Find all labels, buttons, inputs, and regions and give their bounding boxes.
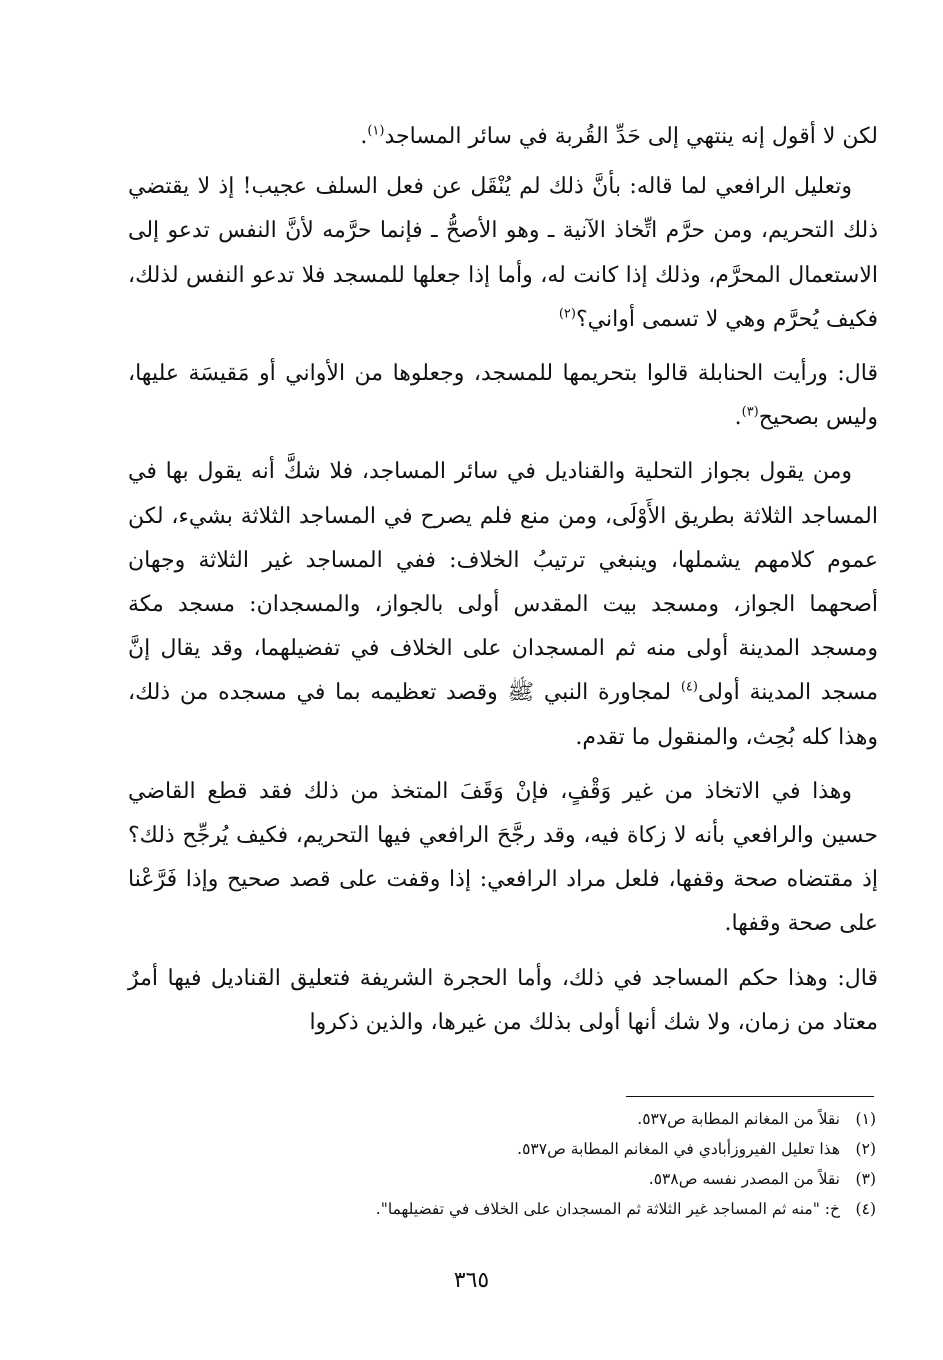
paragraph-3-text: قال: ورأيت الحنابلة قالوا بتحريمها للمسجد، وجعلوها من الأواني أو مَقيسَة عليها، وليس بصحيح <box>128 361 878 431</box>
footnote-text: نقلاً من المغانم المطابة ص٥٣٧. <box>637 1110 840 1128</box>
paragraph-5-text: وهذا في الاتخاذ من غير وَقْفٍ، فإنْ وَقَفَ المتخذ من ذلك فقد قطع القاضي حسين والرافعي بأنه لا زكاة فيه، وقد رجَّحَ الرافعي فيها التحريم، فكيف يُرجِّح ذلك؟ إذ مقتضاه صحة وقفها، فلعل مراد الرافعي: إذا وقفت على قصد صحيح وإذا فَرَّعْنا على صحة وقفها. <box>128 778 878 937</box>
paragraph-6-text: قال: وهذا حكم المساجد في ذلك، وأما الحجرة الشريفة فتعليق القناديل فيها أمرٌ معتاد من زمان، ولا شك أنها أولى بذلك من غيرها، والذين ذكروا <box>128 965 878 1035</box>
footnote-text: خ: "منه ثم المساجد غير الثلاثة ثم المسجدان على الخلاف في تفضيلهما". <box>375 1200 840 1218</box>
paragraph-5 <box>128 770 878 947</box>
footnote-separator <box>626 1096 874 1097</box>
paragraph-2 <box>128 165 878 342</box>
footnote-3 <box>300 1164 876 1194</box>
footnote-4 <box>300 1194 876 1224</box>
footnote-number: (١) <box>855 1110 876 1128</box>
footnote-number: (٢) <box>855 1140 876 1158</box>
paragraph-3 <box>128 352 878 440</box>
footnote-1 <box>300 1104 876 1134</box>
paragraph-4-text-a: ومن يقول بجواز التحلية والقناديل في سائر المساجد، فلا شكَّ أنه يقول بها في المساجد الثلاثة بطريق الأَوْلَى، ومن منع فلم يصرح في المساجد الثلاثة بشيء، لكن عموم كلامهم يشملها، وينبغي ترتيبُ الخلاف: ففي المساجد غير الثلاثة وجهان أصحهما الجواز، ومسجد بيت المقدس أولى بالجواز، والمسجدان: مسجد مكة ومسجد المدينة أولى منه ثم المسجدان على الخلاف في تفضيلهما، وقد يقال إنَّ مسجد المدينة أولى <box>128 459 878 706</box>
paragraph-6 <box>128 957 878 1045</box>
main-text <box>128 115 878 1055</box>
footnote-number: (٤) <box>855 1200 876 1218</box>
paragraph-1-text: لكن لا أقول إنه ينتهي إلى حَدِّ القُربة في سائر المساجد <box>384 124 878 149</box>
paragraph-1 <box>128 115 878 159</box>
footnote-ref-1[interactable]: (١) <box>367 123 385 139</box>
footnote-text: نقلاً من المصدر نفسه ص٥٣٨. <box>648 1170 840 1188</box>
footnotes <box>300 1104 876 1224</box>
footnote-number: (٣) <box>855 1170 876 1188</box>
footnote-text: هذا تعليل الفيروزأبادي في المغانم المطابة ص٥٣٧. <box>517 1140 840 1158</box>
footnote-ref-4[interactable]: (٤) <box>680 680 698 696</box>
footnote-ref-2[interactable]: (٢) <box>558 306 576 322</box>
footnote-ref-3[interactable]: (٣) <box>741 404 759 420</box>
paragraph-4 <box>128 450 878 759</box>
paragraph-3-end: . <box>734 405 742 431</box>
footnote-2 <box>300 1134 876 1164</box>
paragraph-1-end: . <box>360 124 368 149</box>
paragraph-2-text: وتعليل الرافعي لما قاله: بأنَّ ذلك لم يُنْقَل عن فعل السلف عجيب! إذ لا يقتضي ذلك التحريم، ومن حرَّم اتِّخاذ الآنية ـ وهو الأصحُّ ـ فإنما حرَّمه لأنَّ النفس تدعو إلى الاستعمال المحرَّم، وذلك إذا كانت له، وأما إذا جعلها للمسجد فلا تدعو النفس لذلك، فكيف يُحرَّم وهي لا تسمى أواني؟ <box>128 174 878 332</box>
page-number: ٣٦٥ <box>453 1268 490 1293</box>
paragraph-4-text-b: لمجاورة النبي ﷺ وقصد تعظيمه بما في مسجده من ذلك، وهذا كله بُحِث، والمنقول ما تقدم. <box>128 680 878 750</box>
